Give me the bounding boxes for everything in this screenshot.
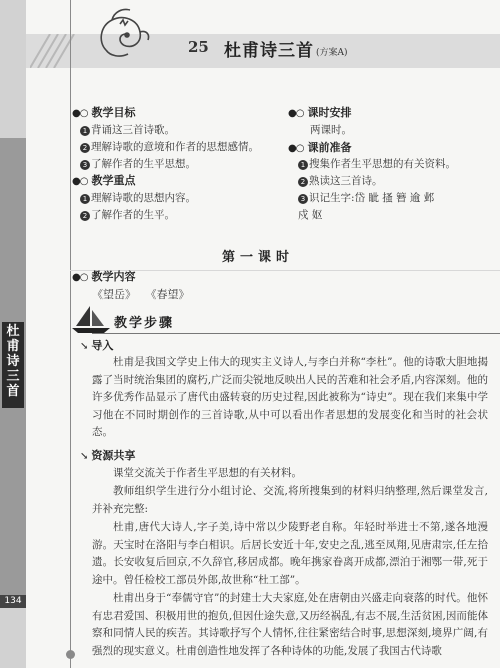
chapter-side-tab [2, 322, 24, 408]
prep-item: 3 识记生字:岱 眦 搔 簪 逾 邺 [298, 190, 434, 205]
resources-paragraph-4: 杜甫出身于“奉儒守官”的封建士大夫家庭,处在唐朝由兴盛走向衰落的时代。他怀有忠君爱国、积极用世的抱负,但因仕途失意,又历经祸乱,有志不展,生活贫困,因而能体察和同情人民的疾苦。其诗歌抒写个人情怀,往往紧密结合时事,思想深刻,境界广阔,有强烈的现实意义。杜甫创造性地发挥了各种诗体的功能,发展了我国古代诗歌 [92, 592, 488, 657]
lesson-title: 杜甫诗三首 [224, 41, 314, 61]
book-title: 《望岳》 [92, 288, 136, 301]
goal-item: 2 理解诗歌的意境和作者的思想感情。 [80, 139, 259, 154]
focus-heading: ●○ 教学重点 [72, 174, 136, 187]
intro-heading: ↘ 导入 [80, 339, 114, 352]
prep-item: 2 熟读这三首诗。 [298, 173, 383, 188]
resources-paragraph-1: 课堂交流关于作者生平思想的有关材料。 [113, 467, 302, 479]
side-tab-char: 诗 [6, 354, 20, 369]
goal-item: 3 了解作者的生平思想。 [80, 156, 196, 171]
focus-item: 2 了解作者的生平。 [80, 207, 175, 222]
bullet-icon: ●○ [72, 272, 88, 283]
side-tab-char: 首 [6, 384, 20, 399]
prep-heading: ●○ 课前准备 [288, 141, 352, 154]
lesson-number: 25 [188, 38, 209, 56]
resources-paragraph-3: 杜甫,唐代大诗人,字子美,诗中常以少陵野老自称。年轻时举进士不第,遂各地漫游。天宝时在洛阳与李白相识。后居长安近十年,安史之乱,逃至凤翔,见唐肃宗,任左拾遗。长安收复后回京,不久辞官,移居成都。晚年携家眷离开成都,漂泊于湘鄂一带,死于途中。曾任检校工部员外郎,故世称“杜工部”。 [92, 521, 489, 586]
prep-item: 1 搜集作者生平思想的有关资料。 [298, 156, 456, 171]
steps-title: 教学步骤 [114, 316, 175, 331]
side-tab-char: 杜 [6, 324, 20, 339]
side-tab-char: 甫 [6, 339, 20, 354]
steps-divider [92, 333, 500, 334]
bullet-icon: ●○ [288, 143, 304, 154]
schedule-heading: ●○ 课时安排 [288, 106, 352, 119]
prep-item-continued: 戍 妪 [298, 209, 323, 221]
dragon-ornament-icon [94, 4, 154, 60]
arrow-icon: ↘ [80, 451, 89, 462]
book-title: 《春望》 [145, 288, 190, 301]
intro-paragraph: 杜甫是我国文学史上伟大的现实主义诗人,与李白并称“李杜”。他的诗歌大胆地揭露了当时统治集团的腐朽,广泛而尖锐地反映出人民的苦难和社会矛盾,内容深刻。他的许多优秀作品显示了唐代由盛转衰的历史过程,因此被称为“诗史”。现在我们来集中学习他在不同时期创作的三首诗歌,从中可以看出作者思想的发展变化和当时的社会状态。 [92, 356, 488, 438]
bullet-icon: ●○ [288, 108, 304, 119]
margin-rule [70, 0, 71, 668]
section-title: 第一课时 [222, 250, 295, 265]
goals-heading: ●○ 教学目标 [72, 106, 136, 119]
content-heading: ●○ 教学内容 [72, 270, 136, 283]
margin-rule-dot [66, 650, 75, 659]
bullet-icon: ●○ [72, 176, 88, 187]
resources-paragraph-2: 教师组织学生进行分小组讨论、交流,将所搜集到的材料归纳整理,然后课堂发言,并补充完整: [92, 485, 488, 515]
goal-item: 1 背诵这三首诗歌。 [80, 122, 175, 137]
focus-item: 1 理解诗歌的思想内容。 [80, 190, 196, 205]
resources-heading: ↘ 资源共享 [80, 449, 136, 462]
content-books [92, 286, 196, 302]
bullet-icon: ●○ [72, 108, 88, 119]
header-stripes [30, 34, 94, 68]
sailboat-icon [70, 304, 112, 334]
schedule-text: 两课时。 [310, 124, 352, 136]
side-tab-char: 三 [6, 369, 20, 384]
lesson-subtitle: (方案A) [316, 48, 348, 58]
page-number: 134 [0, 595, 26, 608]
arrow-icon: ↘ [80, 341, 89, 352]
